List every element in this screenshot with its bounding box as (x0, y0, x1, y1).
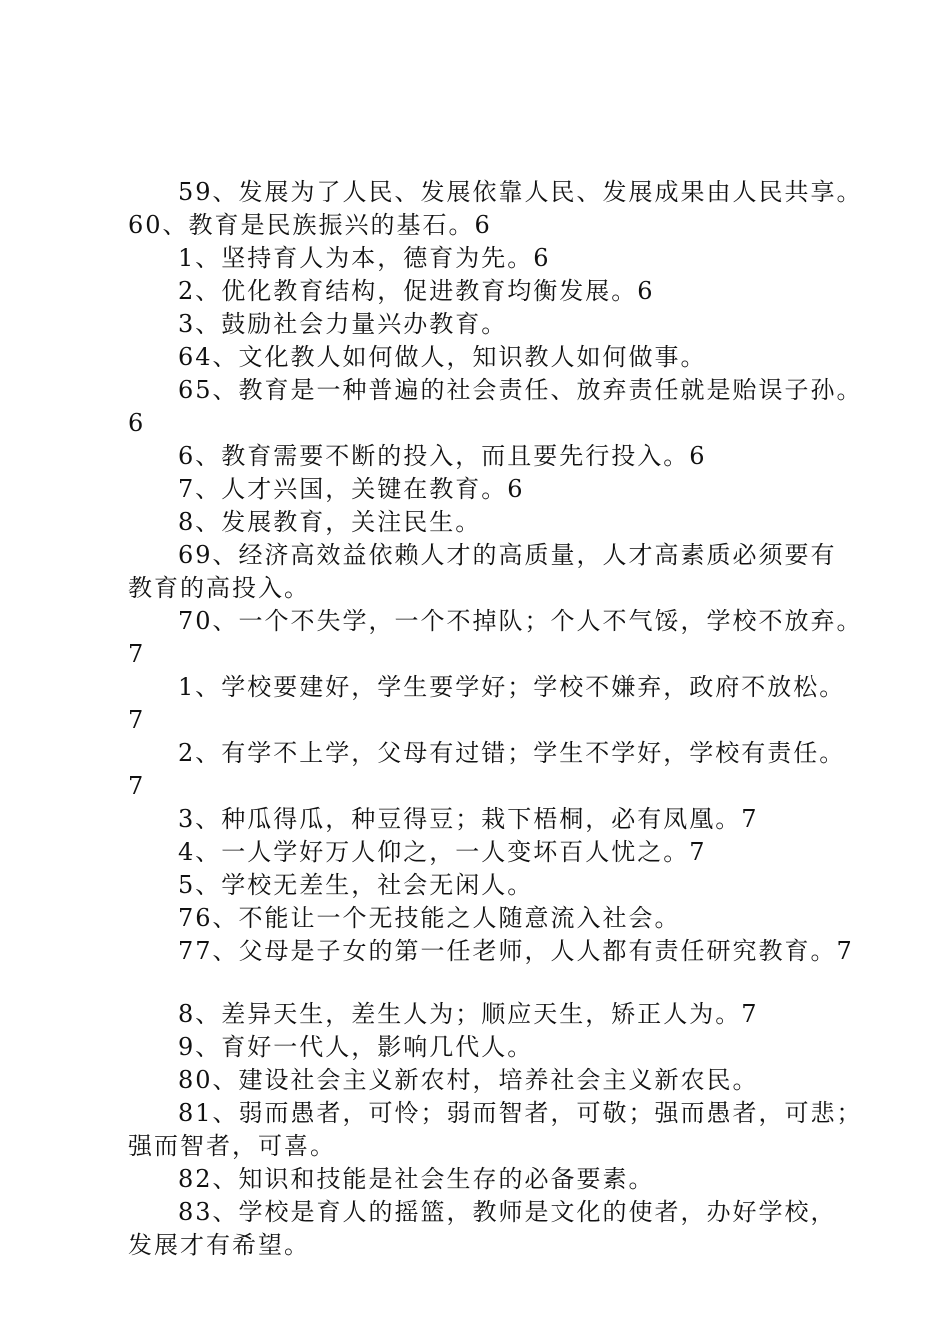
text-line: 64、文化教人如何做人，知识教人如何做事。 (178, 343, 707, 371)
text-line: 60、教育是民族振兴的基石。6 (128, 211, 492, 239)
text-line: 6 (128, 409, 146, 437)
text-line: 76、不能让一个无技能之人随意流入社会。 (178, 904, 681, 932)
text-line: 77、父母是子女的第一任老师，人人都有责任研究教育。7 (178, 937, 854, 965)
text-line: 7 (128, 706, 146, 734)
text-line: 1、学校要建好，学生要学好；学校不嫌弃，政府不放松。 (178, 673, 846, 701)
text-line: 59、发展为了人民、发展依靠人民、发展成果由人民共享。 (178, 178, 863, 206)
text-line: 7、人才兴国，关键在教育。6 (178, 475, 525, 503)
text-line: 强而智者，可喜。 (128, 1132, 336, 1160)
text-line: 8、发展教育，关注民生。 (178, 508, 482, 536)
text-line: 8、差异天生，差生人为；顺应天生，矫正人为。7 (178, 1000, 759, 1028)
blank-line (128, 968, 858, 998)
text-line: 教育的高投入。 (128, 574, 310, 602)
text-line: 70、一个不失学，一个不掉队；个人不气馁，学校不放弃。 (178, 607, 863, 635)
text-line: 9、育好一代人，影响几代人。 (178, 1033, 534, 1061)
text-line: 7 (128, 640, 146, 668)
text-line: 81、弱而愚者，可怜；弱而智者，可敬；强而愚者，可悲； (178, 1099, 863, 1127)
text-line: 65、教育是一种普遍的社会责任、放弃责任就是贻误子孙。 (178, 376, 863, 404)
text-line: 6、教育需要不断的投入，而且要先行投入。6 (178, 442, 707, 470)
text-line: 2、优化教育结构，促进教育均衡发展。6 (178, 277, 655, 305)
text-line: 80、建设社会主义新农村，培养社会主义新农民。 (178, 1066, 759, 1094)
text-line: 3、鼓励社会力量兴办教育。 (178, 310, 508, 338)
text-line: 2、有学不上学，父母有过错；学生不学好，学校有责任。 (178, 739, 846, 767)
text-line: 4、一人学好万人仰之，一人变坏百人忧之。7 (178, 838, 707, 866)
text-line: 3、种瓜得瓜，种豆得豆；栽下梧桐，必有凤凰。7 (178, 805, 759, 833)
document-body (128, 176, 863, 1262)
text-line: 69、经济高效益依赖人才的高质量，人才高素质必须要有 (178, 541, 837, 569)
text-line: 83、学校是育人的摇篮，教师是文化的使者，办好学校， (178, 1198, 837, 1226)
text-line: 发展才有希望。 (128, 1231, 310, 1259)
text-line: 1、坚持育人为本，德育为先。6 (178, 244, 551, 272)
text-line: 7 (128, 772, 146, 800)
text-line: 5、学校无差生，社会无闲人。 (178, 871, 534, 899)
text-line: 82、知识和技能是社会生存的必备要素。 (178, 1165, 655, 1193)
